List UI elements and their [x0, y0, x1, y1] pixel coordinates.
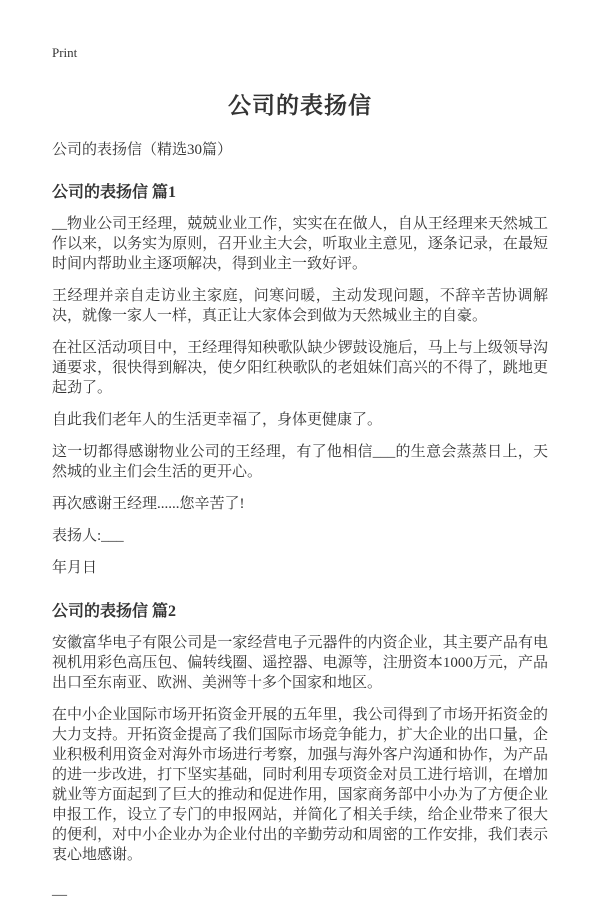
signature-line: 表扬人:___: [52, 528, 124, 544]
paragraph: 再次感谢王经理......您辛苦了!: [52, 496, 245, 512]
paragraph: 在社区活动项目中，王经理得知秧歌队缺少锣鼓设施后，马上与上级领导沟通要求，很快得到解决，使夕阳红秧歌队的老姐妹们高兴的不得了，跳地更起劲了。: [52, 340, 548, 396]
paragraph: 在中小企业国际市场开拓资金开展的五年里，我公司得到了市场开拓资金的大力支持。开拓资金提高了我们国际市场竞争能力，扩大企业的出口量，企业积极利用资金对海外市场进行考察，加强与海外客户沟通和协作，为产品的进一步改进，打下坚实基础，同时利用专项资金对员工进行培训，在增加就业等方面起到了巨大的推动和促进作用，国家商务部中小办为了方便企业申报工作，设立了专门的申报网站，并简化了相关手续，给企业带来了很大的便利，对中小企业办为企业付出的辛勤劳动和周密的工作安排，我们表示衷心地感谢。: [52, 707, 548, 863]
document-title: 公司的表扬信: [228, 93, 372, 118]
document-subtitle: 公司的表扬信（精选30篇）: [52, 142, 233, 158]
section-heading-1: 公司的表扬信 篇1: [52, 184, 177, 201]
trailing-dash: —: [52, 887, 67, 903]
paragraph: 安徽富华电子有限公司是一家经营电子元器件的内资企业，其主要产品有电视机用彩色高压包、偏转线圈、遥控器、电源等，注册资本1000万元，产品出口至东南亚、欧洲、美洲等十多个国家和地区。: [52, 635, 548, 691]
paragraph: __物业公司王经理，兢兢业业工作，实实在在做人，自从王经理来天然城工作以来，以务实为原则，召开业主大会，听取业主意见，逐条记录，在最短时间内帮助业主逐项解决，得到业主一致好评。: [52, 216, 548, 272]
date-line: 年月日: [52, 560, 98, 576]
section-heading-2: 公司的表扬信 篇2: [52, 603, 177, 620]
paragraph: 这一切都得感谢物业公司的王经理，有了他相信___的生意会蒸蒸日上，天然城的业主们会生活的更开心。: [52, 444, 548, 480]
paragraph: 自此我们老年人的生活更幸福了，身体更健康了。: [52, 412, 383, 428]
print-button[interactable]: Print: [52, 45, 78, 60]
paragraph: 王经理并亲自走访业主家庭，问寒问暖，主动发现问题，不辞辛苦协调解决，就像一家人一样，真正让大家体会到做为天然城业主的自豪。: [52, 288, 548, 324]
